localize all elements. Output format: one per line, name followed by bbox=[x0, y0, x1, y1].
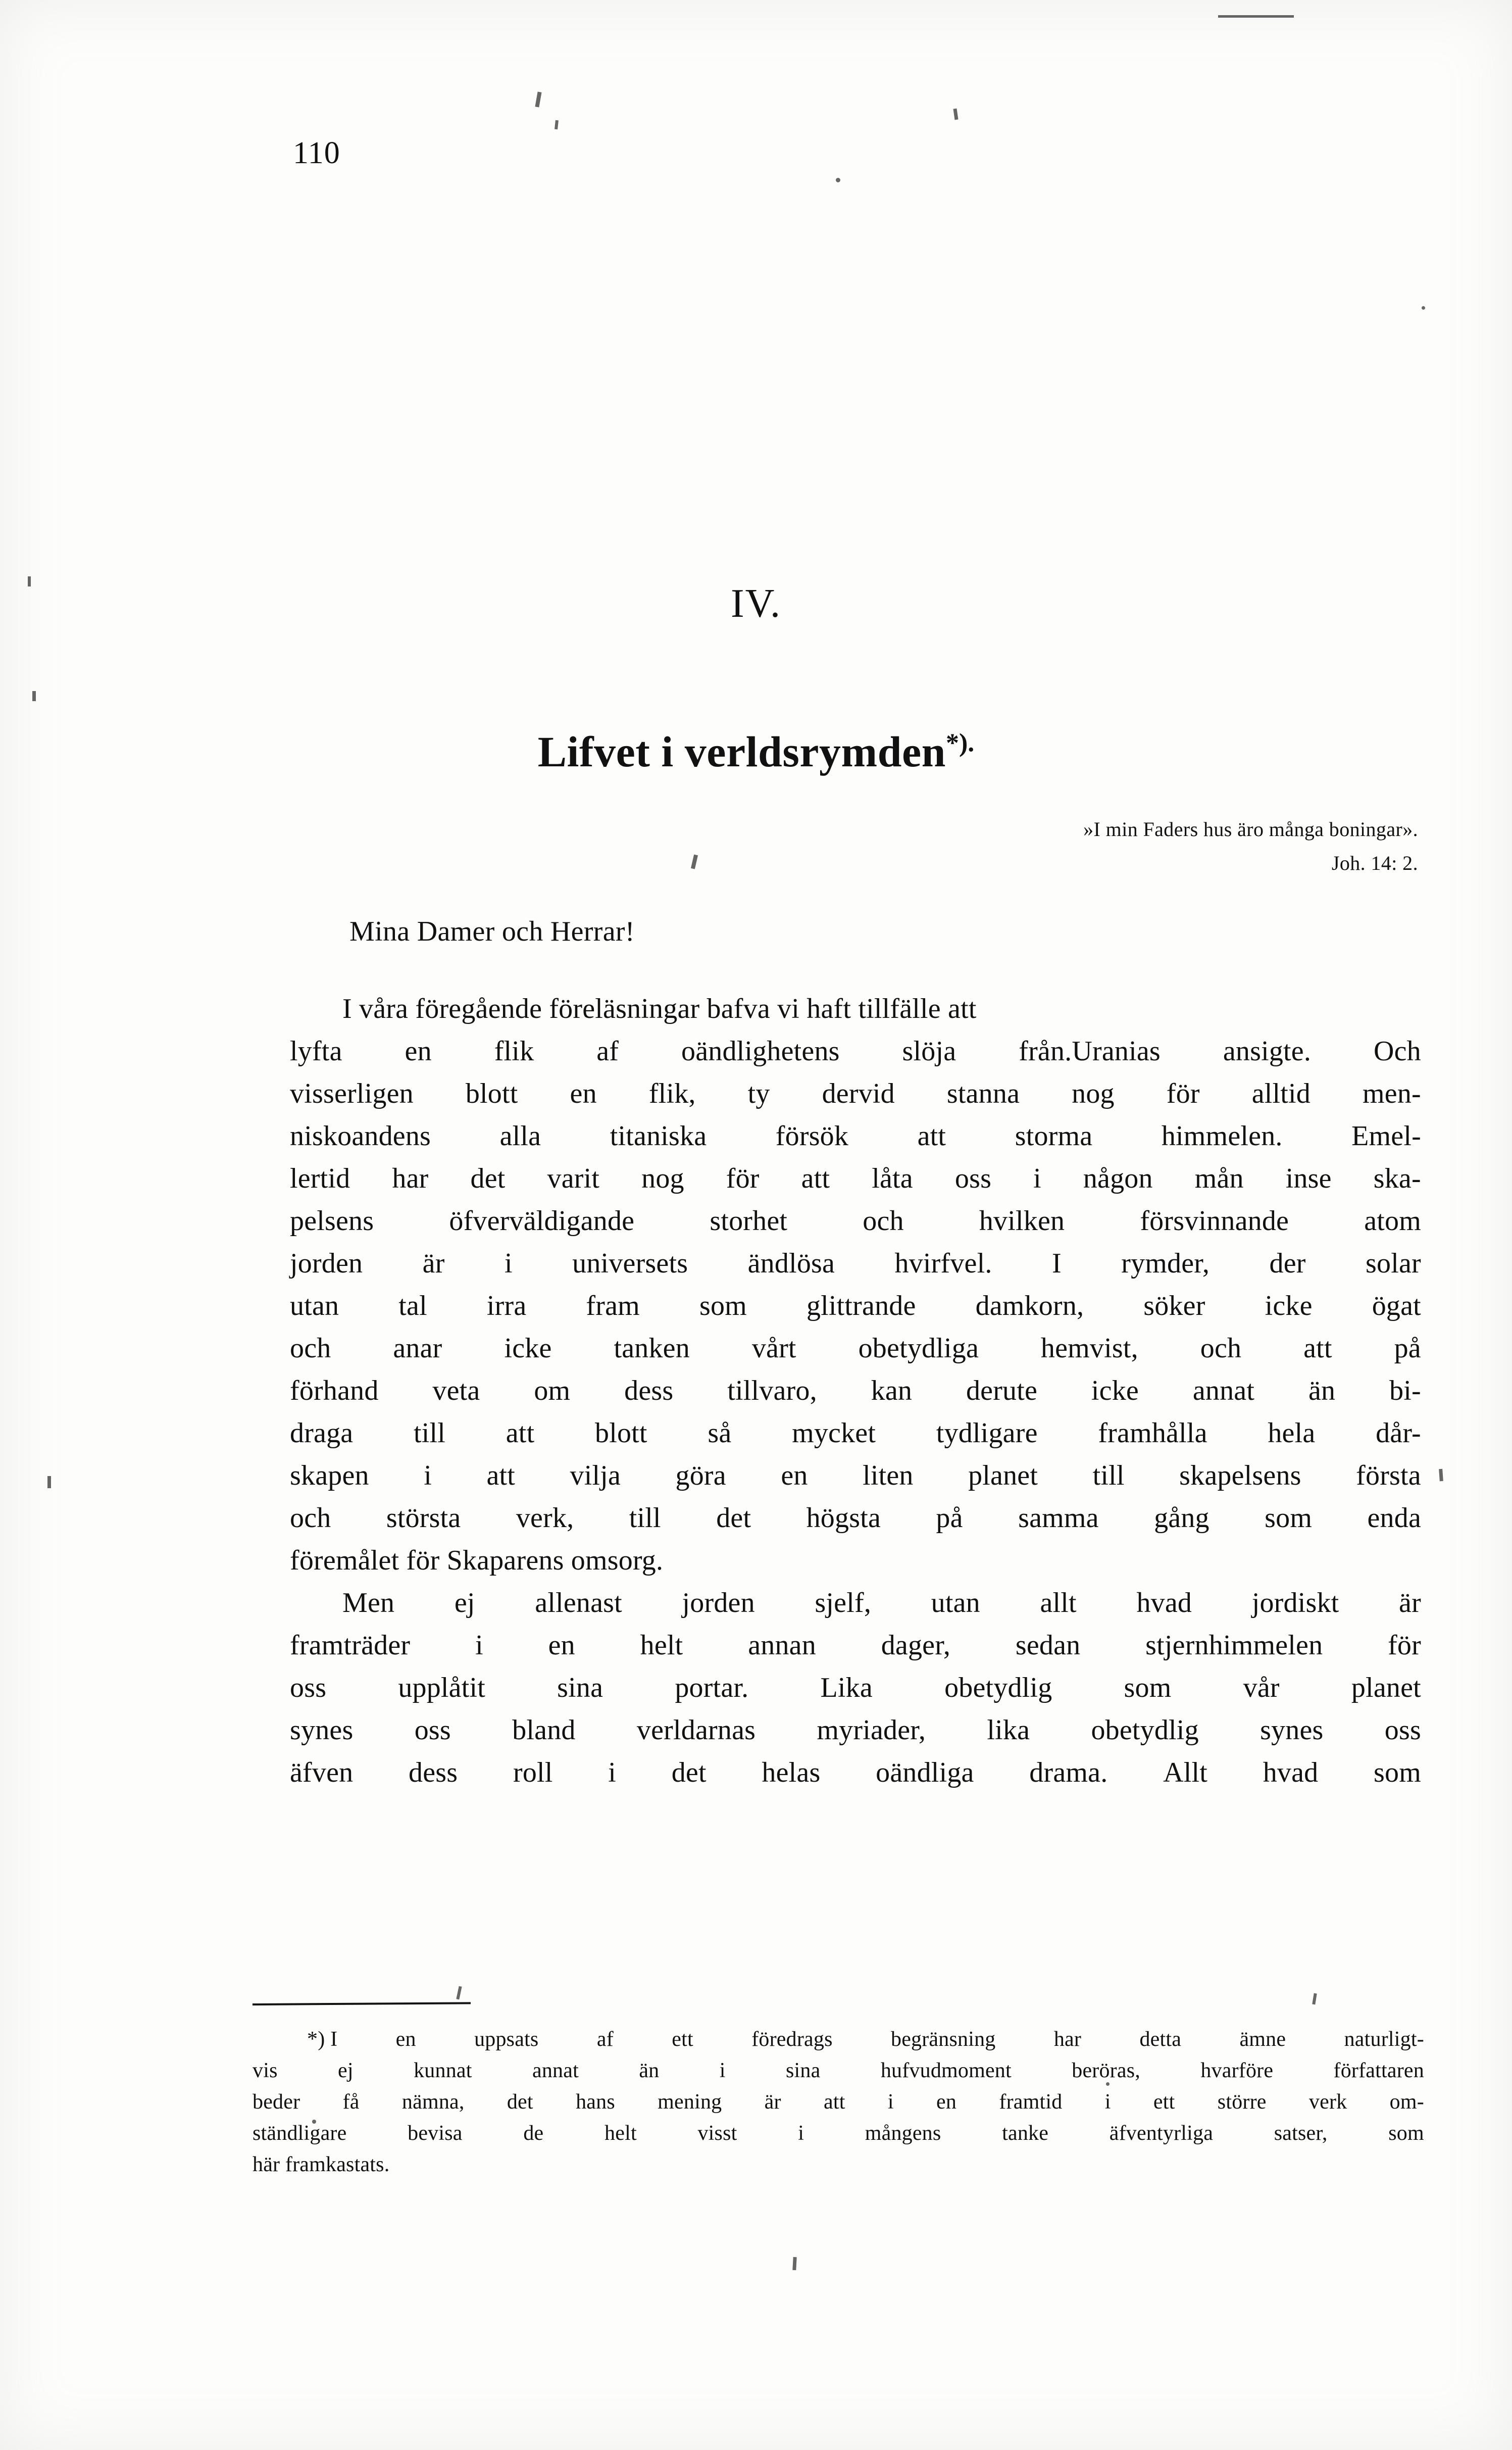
text-word: ej bbox=[338, 2059, 354, 2082]
text-word: allenast bbox=[535, 1587, 622, 1619]
text-word: än bbox=[1308, 1375, 1336, 1406]
text-word: att bbox=[506, 1417, 535, 1449]
text-word: slöja bbox=[902, 1036, 956, 1067]
text-word: förhand bbox=[290, 1375, 379, 1406]
scan-speck bbox=[691, 854, 698, 869]
text-word: atom bbox=[1364, 1205, 1421, 1237]
body-line bbox=[290, 1157, 1421, 1200]
text-word: blott bbox=[465, 1078, 518, 1109]
text-word: än bbox=[639, 2059, 660, 2082]
text-word: ty bbox=[747, 1078, 770, 1109]
text-word: Lika bbox=[820, 1672, 873, 1703]
text-word: bevisa bbox=[408, 2122, 463, 2145]
text-word: helas bbox=[762, 1757, 821, 1788]
page-title bbox=[0, 726, 1512, 777]
text-word: synes bbox=[1260, 1714, 1324, 1746]
text-word: annat bbox=[1192, 1375, 1255, 1406]
text-word: men- bbox=[1363, 1078, 1421, 1109]
text-word: tydligare bbox=[936, 1417, 1038, 1449]
text-word: sedan bbox=[1015, 1630, 1081, 1661]
text-word: skapen bbox=[290, 1460, 369, 1491]
text-word: anar bbox=[393, 1333, 442, 1364]
scan-speck bbox=[1218, 15, 1294, 18]
text-word: begränsning bbox=[891, 2028, 996, 2051]
scan-speck bbox=[792, 2257, 796, 2270]
text-word: hvad bbox=[1263, 1757, 1319, 1788]
text-word: verldarnas bbox=[636, 1714, 756, 1746]
text-word: i bbox=[608, 1757, 617, 1788]
text-word: veta bbox=[432, 1375, 480, 1406]
text-word: i bbox=[719, 2059, 726, 2082]
text-word: dess bbox=[409, 1757, 458, 1788]
text-word: största bbox=[386, 1502, 461, 1534]
text-word: och bbox=[290, 1502, 331, 1534]
text-word: som bbox=[1374, 1757, 1421, 1788]
text-word: författaren bbox=[1333, 2059, 1424, 2082]
text-word: roll bbox=[513, 1757, 553, 1788]
text-word: för bbox=[1166, 1078, 1200, 1109]
text-word: Men bbox=[342, 1587, 395, 1619]
text-word: vår bbox=[1243, 1672, 1280, 1703]
text-word: en bbox=[936, 2090, 957, 2114]
text-word: alla bbox=[499, 1120, 541, 1152]
text-word: ska- bbox=[1373, 1163, 1421, 1194]
body-line bbox=[290, 1200, 1421, 1242]
text-word: att bbox=[1303, 1333, 1332, 1364]
body-line bbox=[290, 1285, 1421, 1327]
text-word: ett bbox=[1153, 2090, 1175, 2114]
text-word: få bbox=[342, 2090, 360, 2114]
text-word: dår- bbox=[1376, 1417, 1421, 1449]
footnote-line bbox=[253, 2118, 1424, 2149]
scan-speck bbox=[555, 120, 559, 130]
scan-speck bbox=[456, 1986, 462, 2000]
body-line bbox=[290, 1327, 1421, 1369]
text-word: söker bbox=[1143, 1290, 1205, 1321]
text-word: för bbox=[726, 1163, 760, 1194]
text-word: en bbox=[570, 1078, 597, 1109]
epigraph bbox=[1083, 814, 1418, 879]
text-word: vilja bbox=[570, 1460, 621, 1491]
text-word: sina bbox=[785, 2059, 821, 2082]
footnote-line bbox=[253, 2024, 1424, 2055]
text-word: dess bbox=[624, 1375, 674, 1406]
text-word: beröras, bbox=[1072, 2059, 1140, 2082]
text-word: högsta bbox=[806, 1502, 881, 1534]
text-word: framhålla bbox=[1098, 1417, 1207, 1449]
text-word: lertid bbox=[290, 1163, 350, 1194]
text-word: försök bbox=[775, 1120, 849, 1152]
text-word: i bbox=[504, 1248, 513, 1279]
text-word: mån bbox=[1194, 1163, 1244, 1194]
text-word: flik, bbox=[648, 1078, 696, 1109]
text-word: oss bbox=[290, 1672, 327, 1703]
text-word: helt bbox=[604, 2122, 637, 2145]
text-word: att bbox=[486, 1460, 516, 1491]
text-word: oss bbox=[954, 1163, 992, 1194]
text-word: i bbox=[798, 2122, 804, 2145]
footnote-line bbox=[253, 2055, 1424, 2086]
text-word: satser, bbox=[1274, 2122, 1328, 2145]
text-word: planet bbox=[968, 1460, 1038, 1491]
scan-speck bbox=[47, 1476, 51, 1488]
text-word: att bbox=[801, 1163, 830, 1194]
text-word: tanke bbox=[1002, 2122, 1049, 2145]
scan-speck bbox=[953, 109, 959, 120]
text-word: om- bbox=[1389, 2090, 1424, 2114]
text-word: öfverväldigande bbox=[449, 1205, 635, 1237]
text-word: hvad bbox=[1136, 1587, 1192, 1619]
footnote-separator bbox=[253, 2002, 471, 2005]
text-word: oss bbox=[1384, 1714, 1421, 1746]
text-word: framtid bbox=[999, 2090, 1063, 2114]
body-line: I våra föregående föreläsningar bafva vi haft tillfälle att bbox=[342, 993, 977, 1024]
text-word: och bbox=[1200, 1333, 1242, 1364]
footnote bbox=[253, 2024, 1424, 2180]
text-word: som bbox=[699, 1290, 747, 1321]
scan-speck bbox=[1312, 1993, 1317, 2005]
salutation: Mina Damer och Herrar! bbox=[349, 916, 635, 947]
text-word: utan bbox=[931, 1587, 980, 1619]
text-word: planet bbox=[1351, 1672, 1421, 1703]
text-word: stanna bbox=[946, 1078, 1020, 1109]
text-word: är bbox=[764, 2090, 781, 2114]
text-word: någon bbox=[1083, 1163, 1153, 1194]
text-word: lyfta bbox=[290, 1036, 342, 1067]
text-word: tal bbox=[398, 1290, 427, 1321]
text-word: till bbox=[414, 1417, 446, 1449]
text-word: upplåtit bbox=[398, 1672, 486, 1703]
text-word: att bbox=[917, 1120, 946, 1152]
text-word: universets bbox=[572, 1248, 688, 1279]
text-word: storhet bbox=[710, 1205, 788, 1237]
text-word: försvinnande bbox=[1140, 1205, 1289, 1237]
scan-speck bbox=[836, 178, 840, 182]
text-word: flik bbox=[494, 1036, 534, 1067]
text-word: draga bbox=[290, 1417, 354, 1449]
epigraph-quote: »I min Faders hus äro många boningar». bbox=[1083, 818, 1418, 841]
text-word: en bbox=[548, 1630, 575, 1661]
text-word: nämna, bbox=[401, 2090, 465, 2114]
text-word: en bbox=[781, 1460, 808, 1491]
text-word: utan bbox=[290, 1290, 339, 1321]
text-word: obetydliga bbox=[858, 1333, 979, 1364]
text-word: inse bbox=[1285, 1163, 1332, 1194]
text-word: som bbox=[1265, 1502, 1313, 1534]
text-word: bi- bbox=[1389, 1375, 1421, 1406]
text-word: obetydlig bbox=[1091, 1714, 1199, 1746]
text-word: första bbox=[1356, 1460, 1421, 1491]
text-word: tillvaro, bbox=[727, 1375, 817, 1406]
text-word: till bbox=[629, 1502, 661, 1534]
body-line bbox=[290, 1667, 1421, 1709]
text-word: stjernhimmelen bbox=[1145, 1630, 1323, 1661]
text-word: sjelf, bbox=[815, 1587, 872, 1619]
body-line bbox=[290, 1115, 1421, 1157]
text-word: på bbox=[936, 1502, 963, 1534]
text-word: visserligen bbox=[290, 1078, 414, 1109]
text-word: der bbox=[1269, 1248, 1306, 1279]
text-word: af bbox=[596, 2028, 614, 2051]
text-word: hvirfvel. bbox=[894, 1248, 992, 1279]
text-word: detta bbox=[1139, 2028, 1182, 2051]
text-word: ändlösa bbox=[747, 1248, 835, 1279]
text-word: och bbox=[863, 1205, 904, 1237]
text-word: lika bbox=[987, 1714, 1030, 1746]
text-word: skapelsens bbox=[1179, 1460, 1301, 1491]
text-word: jordiskt bbox=[1251, 1587, 1339, 1619]
text-word: på bbox=[1394, 1333, 1421, 1364]
text-word: ett bbox=[672, 2028, 693, 2051]
text-word: alltid bbox=[1251, 1078, 1311, 1109]
text-word: damkorn, bbox=[975, 1290, 1084, 1321]
text-word: verk bbox=[1308, 2090, 1347, 2114]
text-word: en bbox=[405, 1036, 432, 1067]
text-word: *) I bbox=[307, 2028, 338, 2051]
text-word: liten bbox=[863, 1460, 914, 1491]
text-word: mångens bbox=[865, 2122, 941, 2145]
text-word: det bbox=[470, 1163, 506, 1194]
footnote-line bbox=[253, 2086, 1424, 2118]
text-word: hufvudmoment bbox=[880, 2059, 1012, 2082]
text-word: glittrande bbox=[806, 1290, 916, 1321]
text-word: har bbox=[1053, 2028, 1082, 2051]
text-word: fram bbox=[586, 1290, 640, 1321]
text-word: Allt bbox=[1163, 1757, 1208, 1788]
text-word: som bbox=[1124, 1672, 1172, 1703]
text-word: rymder, bbox=[1121, 1248, 1210, 1279]
text-word: ämne bbox=[1239, 2028, 1286, 2051]
body-line bbox=[290, 1072, 1421, 1115]
text-word: i bbox=[1104, 2090, 1111, 2114]
body-line bbox=[290, 1454, 1421, 1497]
text-word: de bbox=[523, 2122, 544, 2145]
body-line bbox=[290, 1369, 1421, 1412]
text-word: dervid bbox=[822, 1078, 895, 1109]
text-word: i bbox=[424, 1460, 432, 1491]
text-word: hvilken bbox=[979, 1205, 1065, 1237]
scan-speck bbox=[1422, 306, 1425, 310]
text-word: oändliga bbox=[876, 1757, 974, 1788]
text-word: Och bbox=[1373, 1036, 1421, 1067]
text-word: större bbox=[1217, 2090, 1267, 2114]
body-line bbox=[290, 1412, 1421, 1454]
text-word: hemvist, bbox=[1040, 1333, 1138, 1364]
text-word: det bbox=[507, 2090, 533, 2114]
text-word: verk, bbox=[516, 1502, 574, 1534]
body-line bbox=[290, 1624, 1421, 1667]
text-word: obetydlig bbox=[944, 1672, 1052, 1703]
text-word: samma bbox=[1018, 1502, 1099, 1534]
text-word: derute bbox=[966, 1375, 1038, 1406]
page-number: 110 bbox=[293, 136, 340, 170]
text-word: icke bbox=[1091, 1375, 1139, 1406]
text-word: hvarföre bbox=[1200, 2059, 1274, 2082]
body-line bbox=[290, 1582, 1421, 1624]
text-word: mycket bbox=[792, 1417, 876, 1449]
text-word: det bbox=[716, 1502, 751, 1534]
text-word: blott bbox=[595, 1417, 647, 1449]
text-word: storma bbox=[1015, 1120, 1093, 1152]
text-word: himmelen. bbox=[1161, 1120, 1283, 1152]
text-word: för bbox=[1388, 1630, 1421, 1661]
text-word: som bbox=[1388, 2122, 1424, 2145]
text-word: ej bbox=[454, 1587, 475, 1619]
text-word: irra bbox=[486, 1290, 527, 1321]
text-word: kunnat bbox=[414, 2059, 472, 2082]
body-line bbox=[290, 1751, 1421, 1794]
text-word: visst bbox=[697, 2122, 737, 2145]
text-word: pelsens bbox=[290, 1205, 374, 1237]
text-word: synes bbox=[290, 1714, 354, 1746]
text-word: icke bbox=[504, 1333, 552, 1364]
chapter-number: IV. bbox=[730, 581, 782, 626]
text-word: solar bbox=[1366, 1248, 1421, 1279]
text-word: varit bbox=[547, 1163, 600, 1194]
text-word: nog bbox=[641, 1163, 684, 1194]
scan-speck bbox=[535, 92, 541, 108]
text-word: framträder bbox=[290, 1630, 411, 1661]
text-word: i bbox=[475, 1630, 483, 1661]
text-word: är bbox=[422, 1248, 445, 1279]
body-line bbox=[290, 1709, 1421, 1751]
footnote-line: här framkastats. bbox=[253, 2153, 390, 2176]
body-line bbox=[290, 1497, 1421, 1539]
text-word: allt bbox=[1040, 1587, 1077, 1619]
text-word: jorden bbox=[290, 1248, 363, 1279]
text-word: af bbox=[596, 1036, 619, 1067]
text-word: så bbox=[708, 1417, 732, 1449]
text-word: titaniska bbox=[610, 1120, 707, 1152]
body-text bbox=[290, 988, 1421, 1794]
text-word: ansigte. bbox=[1223, 1036, 1312, 1067]
text-word: är bbox=[1399, 1587, 1421, 1619]
body-line: föremålet för Skaparens omsorg. bbox=[290, 1545, 664, 1576]
title-footnote-marker: *). bbox=[945, 728, 975, 757]
text-word: annat bbox=[532, 2059, 579, 2082]
text-word: hans bbox=[576, 2090, 615, 2114]
text-word: portar. bbox=[675, 1672, 749, 1703]
text-word: äfventyrliga bbox=[1109, 2122, 1214, 2145]
text-word: oss bbox=[414, 1714, 451, 1746]
text-word: från.Uranias bbox=[1019, 1036, 1161, 1067]
epigraph-source: Joh. 14: 2. bbox=[1331, 851, 1418, 874]
text-word: i bbox=[887, 2090, 894, 2114]
body-line bbox=[290, 1242, 1421, 1285]
text-word: vis bbox=[253, 2059, 278, 2082]
text-word: föredrags bbox=[751, 2028, 833, 2051]
text-word: gång bbox=[1154, 1502, 1209, 1534]
text-word: sina bbox=[557, 1672, 603, 1703]
text-word: ögat bbox=[1372, 1290, 1421, 1321]
text-word: det bbox=[671, 1757, 707, 1788]
text-word: bland bbox=[512, 1714, 576, 1746]
text-word: har bbox=[392, 1163, 429, 1194]
text-word: nog bbox=[1072, 1078, 1115, 1109]
text-word: tanken bbox=[614, 1333, 690, 1364]
text-word: Emel- bbox=[1351, 1120, 1421, 1152]
body-line bbox=[290, 1030, 1421, 1072]
text-word: äfven bbox=[290, 1757, 354, 1788]
text-word: jorden bbox=[682, 1587, 755, 1619]
text-word: annan bbox=[748, 1630, 816, 1661]
text-word: och bbox=[290, 1333, 331, 1364]
text-word: niskoandens bbox=[290, 1120, 431, 1152]
scan-speck bbox=[1439, 1469, 1443, 1481]
text-word: kan bbox=[871, 1375, 913, 1406]
text-word: myriader, bbox=[817, 1714, 926, 1746]
text-word: enda bbox=[1367, 1502, 1421, 1534]
text-word: mening bbox=[658, 2090, 722, 2114]
text-word: icke bbox=[1265, 1290, 1313, 1321]
text-word: helt bbox=[640, 1630, 683, 1661]
text-word: ständligare bbox=[253, 2122, 347, 2145]
text-word: oändlighetens bbox=[681, 1036, 840, 1067]
scan-speck bbox=[32, 691, 36, 701]
text-word: låta bbox=[872, 1163, 913, 1194]
text-word: vårt bbox=[751, 1333, 796, 1364]
text-word: beder bbox=[253, 2090, 300, 2114]
page-title-text: Lifvet i verldsrymden bbox=[537, 727, 946, 776]
text-word: en bbox=[395, 2028, 416, 2051]
text-word: hela bbox=[1268, 1417, 1316, 1449]
text-word: naturligt- bbox=[1344, 2028, 1424, 2051]
text-word: I bbox=[1051, 1248, 1062, 1279]
text-word: dager, bbox=[881, 1630, 951, 1661]
text-word: om bbox=[534, 1375, 571, 1406]
text-word: i bbox=[1033, 1163, 1041, 1194]
text-word: uppsats bbox=[474, 2028, 539, 2051]
text-word: drama. bbox=[1029, 1757, 1108, 1788]
text-word: att bbox=[823, 2090, 845, 2114]
text-word: göra bbox=[675, 1460, 726, 1491]
text-word: till bbox=[1092, 1460, 1125, 1491]
